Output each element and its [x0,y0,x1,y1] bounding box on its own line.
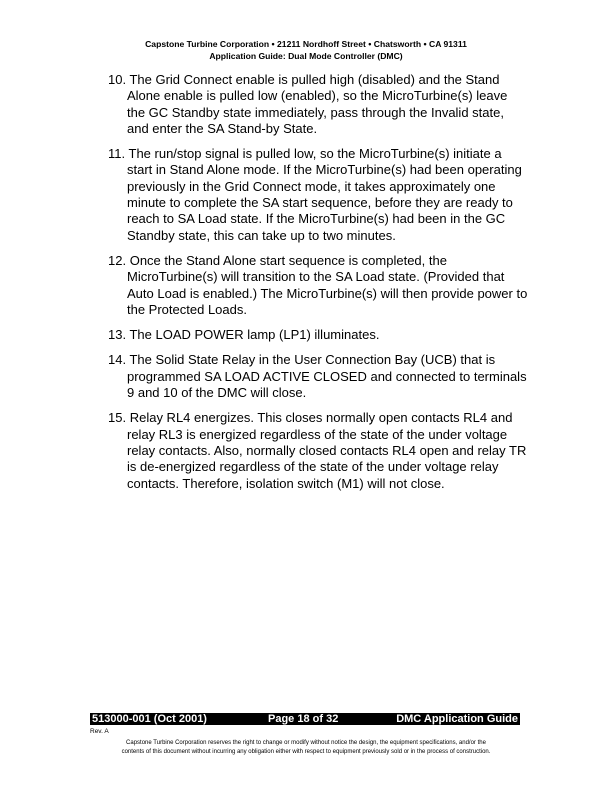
step-text: Once the Stand Alone start sequence is completed, the MicroTurbine(s) will transition to the SA Load state. (Provided that Auto Load is enabled.) The MicroTurbine(s) will then provide power to the Protected Loads. [127,252,528,317]
header-city: Chatsworth [373,39,422,49]
step-text: The LOAD POWER lamp (LP1) illuminates. [129,327,380,343]
procedure-steps [108,72,528,501]
disclaimer-line: Capstone Turbine Corporation reserves the right to change or modify without notice the design, the equipment specifications, and/or the [126,740,486,746]
bullet-separator: • [423,39,427,49]
step-number: 12. [108,252,127,268]
step-text: The Solid State Relay in the User Connection Bay (UCB) that is programmed SA LOAD ACTIVE CLOSED and connected to terminals 9 and 10 of the DMC will close. [127,352,527,401]
header-state-zip: CA 91311 [429,39,467,49]
step-text: Relay RL4 energizes. This closes normally open contacts RL4 and relay RL3 is energized regardless of the state of the under voltage relay contacts. Also, normally closed contacts RL4 open and relay TR is de-energized regardless of the state of the under voltage relay contacts. Therefore, isolation switch (M1) will not close. [127,410,527,491]
footer-revision: Rev. A [90,728,109,735]
step-text: The Grid Connect enable is pulled high (disabled) and the Stand Alone enable is pulled low (enabled), so the MicroTurbine(s) leave the GC Standby state immediately, pass through the Invalid state, and enter the SA Stand-by State. [127,72,508,136]
disclaimer-line: contents of this document without incurring any obligation either with respect to equipment previously sold or in the process of construction. [121,748,491,755]
step-10 [108,72,528,137]
header-company: Capstone Turbine Corporation [145,39,270,49]
step-number: 15. [108,410,127,426]
step-15 [108,410,528,491]
footer-doc-number: 513000-001 (Oct 2001) [92,713,207,725]
step-14 [108,352,528,401]
step-text: The run/stop signal is pulled low, so the MicroTurbine(s) initiate a start in Stand Alone mode. If the MicroTurbine(s) had been operating previously in the Grid Connect mode, it takes approximately one minute to complete the SA start sequence, before they are ready to reach to SA Load state. If the MicroTurbine(s) had been in the GC Standby state, this can take up to two minutes. [127,146,522,243]
page-header [0,38,612,62]
bullet-separator: • [271,39,275,49]
step-number: 10. [108,72,127,87]
footer-page-number: Page 18 of 32 [268,713,339,725]
header-address-line [0,38,612,50]
footer-disclaimer [82,739,530,756]
footer-bar [90,713,520,725]
step-number: 13. [108,327,127,343]
step-12 [108,253,528,318]
bullet-separator: • [368,39,372,49]
header-subtitle: Application Guide: Dual Mode Controller (DMC) [209,51,403,61]
header-street: 21211 Nordhoff Street [277,39,366,49]
step-number: 11. [108,146,126,162]
footer-guide-title: DMC Application Guide [396,713,518,725]
step-11 [108,146,528,244]
step-13 [108,327,528,343]
step-number: 14. [108,352,127,368]
